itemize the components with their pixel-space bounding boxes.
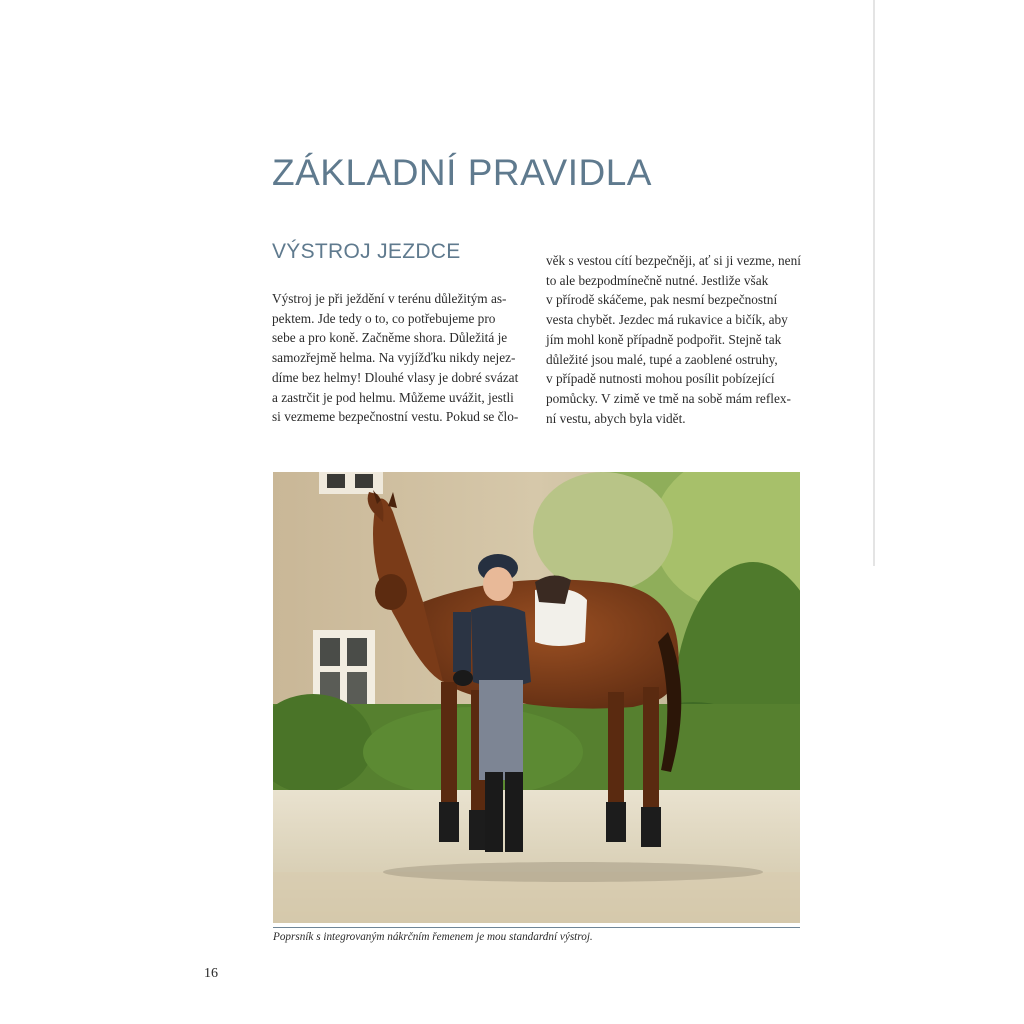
- body-line: sebe a pro koně. Začněme shora. Důležitá je: [272, 330, 508, 346]
- chapter-title: ZÁKLADNÍ PRAVIDLA: [272, 152, 652, 193]
- body-line: pomůcky. V zimě ve tmě na sobě mám reflex-: [546, 390, 791, 406]
- body-line: díme bez helmy! Dlouhé vlasy je dobré svázat: [272, 369, 519, 385]
- body-line: důležité jsou malé, tupé a zaoblené ostruhy,: [546, 351, 778, 367]
- body-line: v přírodě skáčeme, pak nesmí bezpečnostní: [546, 292, 778, 308]
- body-line: pektem. Jde tedy o to, co potřebujeme pro: [272, 310, 496, 326]
- section-title: VÝSTROJ JEZDCE: [272, 240, 461, 263]
- body-line: Výstroj je při ježdění v terénu důležitým as-: [272, 291, 507, 306]
- body-line: jím mohl koně případně podpořit. Stejně tak: [546, 331, 782, 347]
- body-line: samozřejmě helma. Na vyjížďku nikdy nejez-: [272, 350, 516, 366]
- body-line: vesta chybět. Jezdec má rukavice a bičík, aby: [546, 312, 788, 328]
- body-line: ní vestu, abych byla vidět.: [546, 410, 686, 426]
- photo-caption: Poprsník s integrovaným nákrčním řemenem je mou standardní výstroj.: [273, 931, 593, 943]
- photo-rider-with-horse: [273, 472, 800, 923]
- body-line: si vezmeme bezpečnostní vestu. Pokud se člo-: [272, 409, 519, 425]
- page-number: 16: [204, 966, 218, 981]
- body-line: v případě nutnosti mohou posílit pobízející: [546, 371, 775, 387]
- caption-rule: [273, 927, 800, 928]
- body-column-right: [546, 251, 810, 428]
- body-line: to ale bezpodmínečně nutné. Jestliže však: [546, 272, 769, 288]
- body-line: a zastrčit je pod helmu. Můžeme uvážit, jestli: [272, 389, 514, 405]
- body-line: věk s vestou cítí bezpečněji, ať si ji vezme, není: [546, 253, 801, 268]
- body-column-left: [272, 289, 536, 427]
- page-edge-divider: [873, 0, 875, 566]
